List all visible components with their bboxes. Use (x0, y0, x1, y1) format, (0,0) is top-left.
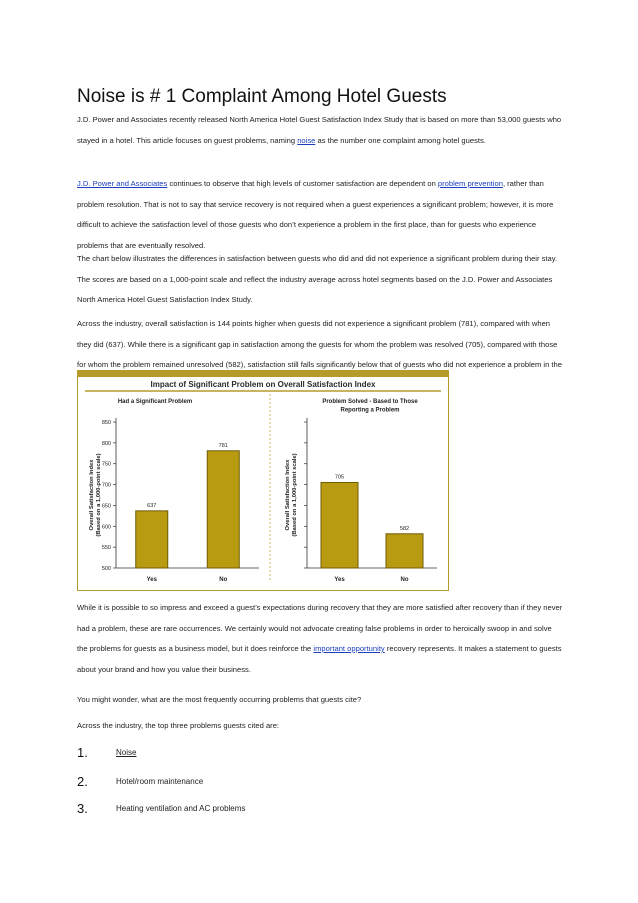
list-number: 1. (77, 745, 88, 760)
bar-value-label: 781 (218, 442, 228, 449)
y-axis-title: (Based on a 1,000-point scale) (292, 453, 298, 537)
bar (207, 451, 239, 568)
bar (386, 534, 423, 568)
prevention-paragraph (77, 174, 563, 256)
list-text: Hotel/room maintenance (116, 777, 204, 786)
y-tick-label: 500 (101, 566, 111, 572)
problem-prevention-link[interactable]: problem prevention (437, 179, 503, 188)
x-tick-label: Yes (146, 577, 157, 583)
y-tick-label: 750 (101, 461, 111, 468)
chart-intro-paragraph: The chart below illustrates the differences in satisfaction between guests who did and did not experience a significant problem during their stay. The scores are based on a 1,000-point scale and reflect the industry average across hotel segments based on the J.D. Power and Associates North America Hotel Guest Satisfaction Index Study. (77, 254, 558, 304)
bar-value-label: 637 (147, 502, 157, 509)
prevention-text-mid: continues to observe that high levels of customer satisfaction are dependent on (167, 179, 438, 188)
y-tick-label: 550 (101, 545, 111, 552)
recovery-text-after: recovery represents. It makes a statement to guests about your brand and how you value their business. (77, 644, 562, 674)
panel-title: Reporting a Problem (340, 407, 400, 414)
list-number: 3. (77, 801, 88, 816)
panel-title: Had a Significant Problem (117, 399, 193, 405)
chart-top-band (77, 370, 449, 377)
noise-link[interactable]: noise (297, 135, 316, 145)
bar-value-label: 705 (334, 474, 345, 481)
intro-text-after: as the number one complaint among hotel guests. (315, 135, 486, 145)
list-number: 2. (77, 774, 88, 789)
bar-value-label: 582 (399, 525, 410, 532)
recovery-paragraph (77, 598, 563, 680)
bar (136, 511, 168, 568)
intro-text-before: J.D. Power and Associates recently released North America Hotel Guest Satisfaction Index Study that is based on more than 53,000 guests who stayed in a hotel. This article focuses on guest problems, naming (77, 115, 562, 145)
jd-power-link[interactable]: J.D. Power and Associates (77, 179, 168, 188)
noise-list-link[interactable]: Noise (116, 748, 137, 757)
page-title: Noise is # 1 Complaint Among Hotel Guests (77, 86, 447, 107)
bar (321, 482, 358, 568)
x-tick-label: No (219, 577, 228, 583)
x-tick-label: Yes (334, 577, 345, 583)
x-tick-label: No (400, 577, 409, 583)
y-tick-label: 800 (101, 440, 111, 447)
chart-title: Impact of Significant Problem on Overall Satisfaction Index (150, 380, 376, 389)
prevention-text-after: , rather than problem resolution. That is not to say that service recovery is not required when a guest experiences a significant problem; however, it is more difficult to achieve the satisfaction level of those guests who don’t experience a problem in the first place, than for guests who experience problems that are eventually resolved. (77, 179, 554, 250)
y-axis-title: Overall Satisfaction Index (285, 459, 291, 531)
y-axis-title: Overall Satisfaction Index (89, 459, 95, 531)
important-opportunity-link[interactable]: important opportunity (313, 644, 385, 653)
panel-title: Problem Solved - Based to Those (322, 399, 418, 405)
list-intro-paragraph: Across the industry, the top three problems guests cited are: (77, 721, 280, 730)
y-tick-label: 600 (101, 524, 111, 531)
recovery-text-before: While it is possible to so impress and exceed a guest’s expectations during recovery that they are more satisfied after recovery than if they never had a problem, these are rare occurrences. We certainly would not advocate creating false problems in order to heroically swoop in and solve the problems for guests as a business model, but it does reinforce the (77, 603, 563, 653)
satisfaction-chart-svg (77, 370, 449, 591)
industry-paragraph: Across the industry, overall satisfaction is 144 points higher when guests did not experience a significant problem (781), compared with when they did (637). While there is a significant gap in satisfaction among the guests for whom the problem was resolved (705), compared with those for whom the problem remained unresolved (582), satisfaction still falls significantly below that of guests who did not experience a problem in the (77, 319, 562, 369)
y-tick-label: 850 (101, 420, 111, 426)
intro-paragraph (77, 110, 563, 151)
question-paragraph: You might wonder, what are the most frequently occurring problems that guests cite? (77, 695, 362, 704)
satisfaction-chart (77, 370, 449, 591)
y-tick-label: 700 (101, 482, 111, 489)
y-axis-title: (Based on a 1,000-point scale) (96, 453, 102, 537)
list-text: Heating ventilation and AC problems (116, 804, 246, 813)
y-tick-label: 650 (101, 503, 111, 510)
